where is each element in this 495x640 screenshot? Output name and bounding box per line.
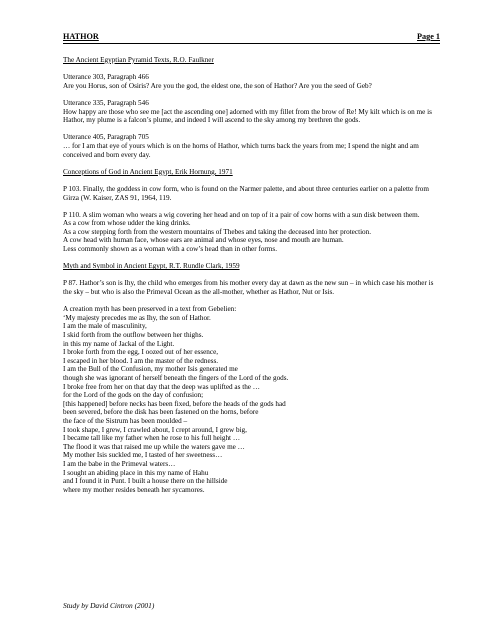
- paragraph: [63, 211, 440, 254]
- text-line: Utterance 335, Paragraph 546: [63, 98, 149, 107]
- text-line: ‘My majesty precedes me as Ihy, the son of Hathor.: [63, 313, 211, 322]
- document-page: [63, 32, 440, 503]
- text-line: I skid forth from the outflow between her thighs.: [63, 331, 204, 339]
- paragraph: [63, 185, 440, 202]
- document-body: [63, 56, 440, 494]
- paragraph: [63, 305, 440, 494]
- text-line: Utterance 405, Paragraph 705: [63, 133, 149, 142]
- text-line: I am the babe in the Primeval waters…: [63, 459, 176, 468]
- text-line: As a cow from whose udder the king drinks.: [63, 219, 191, 228]
- text-line: I took shape, I grew, I crawled about, I crept around, I grew big,: [63, 425, 247, 434]
- text-line: I escaped in her blood. I am the master of the redness.: [63, 356, 219, 365]
- text-line: As a cow stepping forth from the western mountains of Thebes and taking the deceased into her protection.: [63, 227, 372, 236]
- text-line: How happy are those who see me [act the ascending one] adorned with my fillet from the brow of Re! My kilt which is on me is Hathor, my plume is a falcon’s plume, and indeed I will ascend to the sky among my brethren the gods.: [63, 107, 432, 125]
- section-heading: Myth and Symbol in Ancient Egypt, R.T. Rundle Clark, 1959: [63, 262, 240, 271]
- section-heading: Conceptions of God in Ancient Egypt, Erik Hornung, 1971: [63, 167, 233, 176]
- paragraph: [63, 279, 440, 296]
- text-line: P 103. Finally, the goddess in cow form, who is found on the Narmer palette, and about three centuries earlier on a palette from Girza (W. Kaiser, ZAS 91, 1964, 119.: [63, 184, 429, 202]
- paragraph: [63, 99, 440, 125]
- text-line: been severed, before the disk has been fastened on the horns, before: [63, 408, 259, 417]
- header-title: HATHOR: [63, 32, 99, 41]
- text-line: A creation myth has been preserved in a text from Gebelien:: [63, 305, 237, 314]
- text-line: Less commonly shown as a woman with a cow’s head than in other forms.: [63, 245, 277, 254]
- text-line: I broke forth from the egg, I oozed out of her essence,: [63, 348, 219, 357]
- paragraph: [63, 73, 440, 90]
- text-line: [this happened] before necks has been fixed, before the heads of the gods had: [63, 399, 286, 408]
- text-line: My mother Isis suckled me, I tasted of her sweetness…: [63, 451, 223, 460]
- text-line: I broke free from her on that day that the deep was uplifted as the …: [63, 382, 260, 391]
- text-line: Utterance 303, Paragraph 466: [63, 73, 149, 82]
- paragraph: [63, 133, 440, 159]
- text-line: A cow head with human face, whose ears are animal and whose eyes, nose and mouth are human.: [63, 236, 344, 245]
- text-line: in this my name of Jackal of the Light.: [63, 339, 175, 348]
- text-line: though she was ignorant of herself beneath the fingers of the Lord of the gods.: [63, 373, 289, 382]
- text-line: where my mother resides beneath her sycamores.: [63, 485, 205, 494]
- text-line: I became tall like my father when he rose to his full height …: [63, 434, 241, 443]
- text-line: and I found it in Punt. I built a house there on the hillside: [63, 477, 228, 486]
- page-footer: Study by David Cintron (2001): [63, 601, 155, 610]
- text-line: I sought an abiding place in this my name of Hahu: [63, 468, 209, 477]
- text-line: The flood it was that raised me up while the waters gave me …: [63, 442, 245, 451]
- text-line: the face of the Sistrum has been moulded –: [63, 416, 188, 425]
- text-line: Are you Horus, son of Osiris? Are you the god, the eldest one, the son of Hathor? Are you the seed of Geb?: [63, 81, 372, 90]
- text-line: I am the male of masculinity,: [63, 322, 147, 331]
- section-heading: The Ancient Egyptian Pyramid Texts, R.O. Faulkner: [63, 56, 214, 64]
- text-line: … for I am that eye of yours which is on the horns of Hathor, which turns back the years from me; I spend the night and am conceived and born every day.: [63, 141, 419, 159]
- page-header: [63, 32, 440, 44]
- text-line: P 87. Hathor’s son is Ihy, the child who emerges from his mother every day at dawn as the new sun – in which case his mother is the sky – but who is also the Primeval Ocean as the all-mother, whether as Hathor, Nut or Isis.: [63, 279, 434, 297]
- text-line: P 110. A slim woman who wears a wig covering her head and on top of it a pair of cow horns with a sun disk between them.: [63, 210, 420, 219]
- page-number: Page 1: [417, 32, 440, 41]
- text-line: I am the Bull of the Confusion, my mother Isis generated me: [63, 365, 238, 374]
- text-line: for the Lord of the gods on the day of confusion;: [63, 391, 204, 400]
